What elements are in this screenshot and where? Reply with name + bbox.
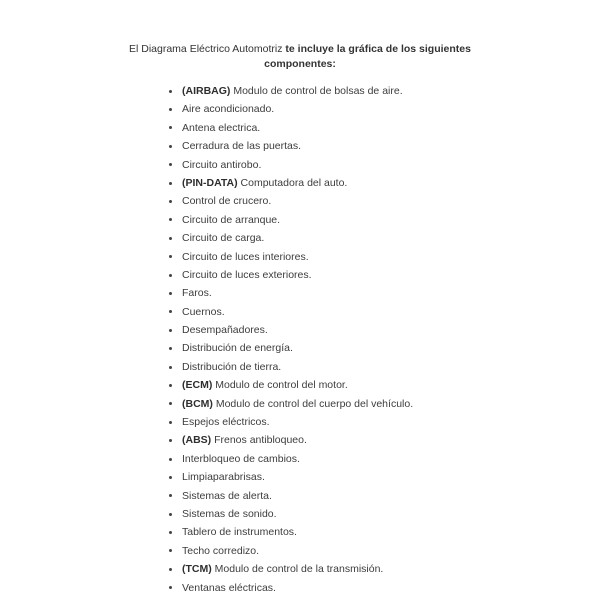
bullet-icon (169, 310, 172, 313)
list-item (167, 321, 413, 339)
component-text: Sistemas de sonido. (182, 507, 277, 520)
component-text: Techo corredizo. (182, 544, 260, 557)
list-item (167, 358, 413, 376)
component-text: Faros. (182, 287, 212, 300)
component-text: Aire acondicionado. (182, 103, 275, 116)
bullet-icon (169, 549, 172, 552)
bullet-icon (169, 513, 172, 516)
list-item (167, 339, 413, 357)
bullet-icon (169, 384, 172, 387)
list-item (167, 211, 413, 229)
bullet-icon (169, 366, 172, 369)
component-text: Circuito de arranque. (182, 213, 281, 226)
component-code: (BCM) (182, 397, 213, 410)
component-text: Computadora del auto. (240, 176, 348, 189)
list-item (167, 579, 413, 597)
list-item (167, 560, 413, 578)
bullet-icon (169, 218, 172, 221)
intro-plain-text: El Diagrama Eléctrico Automotriz (129, 43, 283, 55)
component-text: Interbloqueo de cambios. (182, 452, 300, 465)
list-item (167, 284, 413, 302)
list-item (167, 174, 413, 192)
bullet-icon (169, 568, 172, 571)
list-item (167, 137, 413, 155)
list-item (167, 303, 413, 321)
bullet-icon (169, 439, 172, 442)
bullet-icon (169, 274, 172, 277)
list-item (167, 229, 413, 247)
intro-bold-text: te incluye la gráfica de los siguientes componentes: (264, 43, 471, 70)
component-code: (TCM) (182, 563, 212, 576)
bullet-icon (169, 145, 172, 148)
bullet-icon (169, 163, 172, 166)
component-text: Control de crucero. (182, 195, 272, 208)
component-text: Cerradura de las puertas. (182, 140, 302, 153)
component-text: Modulo de control del motor. (215, 379, 348, 392)
bullet-icon (169, 347, 172, 350)
component-text: Ventanas eléctricas. (182, 581, 276, 594)
list-item (167, 413, 413, 431)
bullet-icon (169, 421, 172, 424)
component-text: Circuito de carga. (182, 232, 265, 245)
component-code: (ABS) (182, 434, 212, 447)
bullet-icon (169, 586, 172, 589)
component-text: Modulo de control de la transmisión. (214, 563, 384, 576)
component-text: Espejos eléctricos. (182, 416, 270, 429)
component-text: Circuito de luces exteriores. (182, 268, 312, 281)
bullet-icon (169, 255, 172, 258)
component-code: (ECM) (182, 379, 213, 392)
list-item (167, 82, 413, 100)
component-text: Tablero de instrumentos. (182, 526, 297, 539)
bullet-icon (169, 292, 172, 295)
component-code: (PIN-DATA) (182, 176, 238, 189)
component-list (167, 82, 413, 597)
component-text: Sistemas de alerta. (182, 489, 272, 502)
list-item (167, 376, 413, 394)
component-code: (AIRBAG) (182, 85, 231, 97)
bullet-icon (169, 531, 172, 534)
component-text: Desempañadores. (182, 324, 268, 337)
component-text: Limpiaparabrisas. (182, 471, 265, 484)
list-item (167, 395, 413, 413)
list-item (167, 431, 413, 449)
component-text: Modulo de control del cuerpo del vehículo. (215, 397, 414, 410)
bullet-icon (169, 126, 172, 129)
list-item (167, 192, 413, 210)
list-item (167, 266, 413, 284)
bullet-icon (169, 476, 172, 479)
bullet-icon (169, 182, 172, 185)
component-text: Modulo de control de bolsas de aire. (233, 85, 403, 97)
bullet-icon (169, 329, 172, 332)
component-text: Distribución de energía. (182, 342, 293, 355)
component-text: Cuernos. (182, 305, 225, 318)
intro-paragraph (100, 42, 500, 72)
bullet-icon (169, 237, 172, 240)
list-item (167, 468, 413, 486)
list-item (167, 523, 413, 541)
component-text: Circuito de luces interiores. (182, 250, 309, 263)
list-item (167, 542, 413, 560)
bullet-icon (169, 90, 172, 93)
component-text: Distribución de tierra. (182, 360, 282, 373)
list-item (167, 119, 413, 137)
list-item (167, 156, 413, 174)
bullet-icon (169, 402, 172, 405)
list-item (167, 248, 413, 266)
bullet-icon (169, 108, 172, 111)
list-item (167, 100, 413, 118)
list-item (167, 505, 413, 523)
list-item (167, 487, 413, 505)
component-text: Antena electrica. (182, 121, 261, 134)
bullet-icon (169, 200, 172, 203)
list-item (167, 450, 413, 468)
bullet-icon (169, 458, 172, 461)
component-text: Circuito antirobo. (182, 158, 262, 171)
bullet-icon (169, 494, 172, 497)
component-text: Frenos antibloqueo. (214, 434, 307, 447)
